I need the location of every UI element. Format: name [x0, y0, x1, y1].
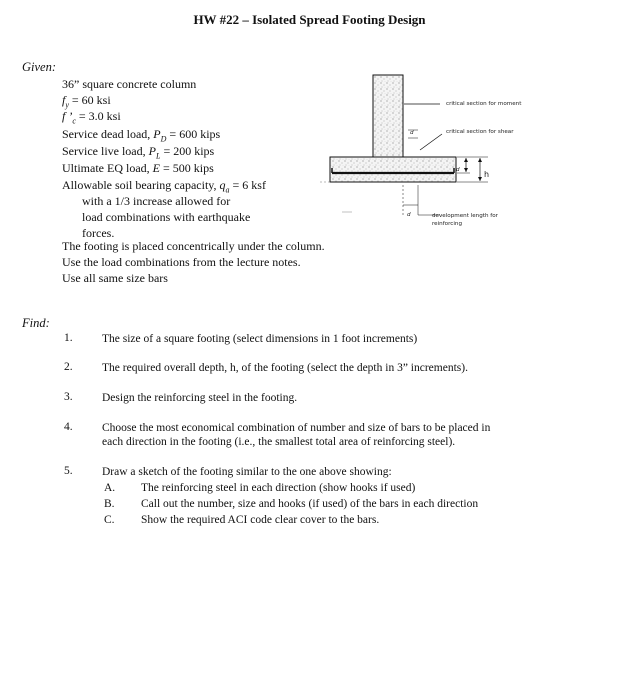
d-label-right: d: [456, 167, 460, 173]
d-label-column: d: [410, 130, 414, 136]
qa-symbol: q: [219, 178, 226, 192]
development-length-label: development length for: [432, 213, 498, 219]
find-item-3: Design the reinforcing steel in the footing.: [102, 392, 298, 404]
h-label: h: [484, 170, 490, 179]
eq-text: Ultimate EQ load,: [62, 161, 153, 175]
pl-text: Service live load,: [62, 144, 149, 158]
given-note-bar-size: Use all same size bars: [62, 271, 168, 285]
fy-symbol: f: [62, 93, 66, 107]
find-item-4-line2: each direction in the footing (i.e., the smallest total area of reinforcing steel).: [102, 436, 456, 448]
find-item-1: The size of a square footing (select dimensions in 1 foot increments): [102, 333, 418, 345]
pd-text: Service dead load,: [62, 127, 154, 141]
given-qa-cont2: load combinations with earthquake: [82, 210, 251, 224]
find-num-3: 3.: [64, 391, 73, 403]
given-column: 36” square concrete column: [62, 77, 197, 91]
pl-subscript: L: [155, 151, 161, 161]
fy-subscript: y: [65, 100, 69, 110]
qa-text: Allowable soil bearing capacity,: [62, 178, 220, 192]
eq-symbol: E: [152, 161, 160, 175]
sub-item-c-letter: C.: [104, 514, 115, 526]
find-num-2: 2.: [64, 361, 73, 373]
sub-item-b: Call out the number, size and hooks (if used) of the bars in each direction: [141, 498, 479, 510]
given-qa-cont3: forces.: [82, 226, 115, 240]
fc-symbol: f ’: [62, 109, 73, 123]
pd-subscript: D: [160, 134, 167, 144]
pl-symbol: P: [148, 144, 156, 158]
page-title: HW #22 – Isolated Spread Footing Design: [193, 12, 426, 27]
sub-item-a: The reinforcing steel in each direction (show hooks if used): [141, 482, 416, 494]
sub-item-b-letter: B.: [104, 498, 115, 510]
fy-value: = 60 ksi: [68, 93, 111, 107]
sub-item-c: Show the required ACI code clear cover to the bars.: [141, 514, 380, 526]
find-item-2: The required overall depth, h, of the footing (select the depth in 3” increments).: [102, 362, 468, 374]
shear-leader-line: [420, 134, 442, 150]
critical-shear-label: critical section for shear: [446, 129, 514, 135]
development-length-label-2: reinforcing: [432, 221, 463, 227]
find-item-4-line1: Choose the most economical combination of number and size of bars to be placed in: [102, 422, 491, 434]
find-num-1: 1.: [64, 332, 73, 344]
critical-moment-label: critical section for moment: [446, 101, 522, 107]
find-item-5: Draw a sketch of the footing similar to the one above showing:: [102, 466, 392, 478]
find-num-4: 4.: [64, 421, 73, 433]
given-note-load-combos: Use the load combinations from the lecture notes.: [62, 255, 301, 269]
column-shape: [373, 75, 403, 157]
footing-shape: [330, 157, 456, 182]
find-label: Find:: [22, 316, 50, 330]
qa-subscript: a: [225, 185, 230, 195]
sub-item-a-letter: A.: [104, 482, 116, 494]
qa-value: = 6 ksf: [229, 178, 266, 192]
pd-symbol: P: [153, 127, 161, 141]
given-label: Given:: [22, 60, 57, 74]
eq-value: = 500 kips: [160, 161, 214, 175]
d-label-dev: d: [407, 212, 411, 218]
fc-value: = 3.0 ksi: [75, 109, 121, 123]
given-eq-load: [62, 160, 214, 176]
pl-value: = 200 kips: [160, 144, 215, 158]
find-num-5: 5.: [64, 465, 73, 477]
fc-subscript: c: [72, 116, 76, 126]
given-note-concentric: The footing is placed concentrically under the column.: [62, 239, 325, 253]
given-qa-cont1: with a 1/3 increase allowed for: [82, 194, 231, 208]
pd-value: = 600 kips: [166, 127, 221, 141]
